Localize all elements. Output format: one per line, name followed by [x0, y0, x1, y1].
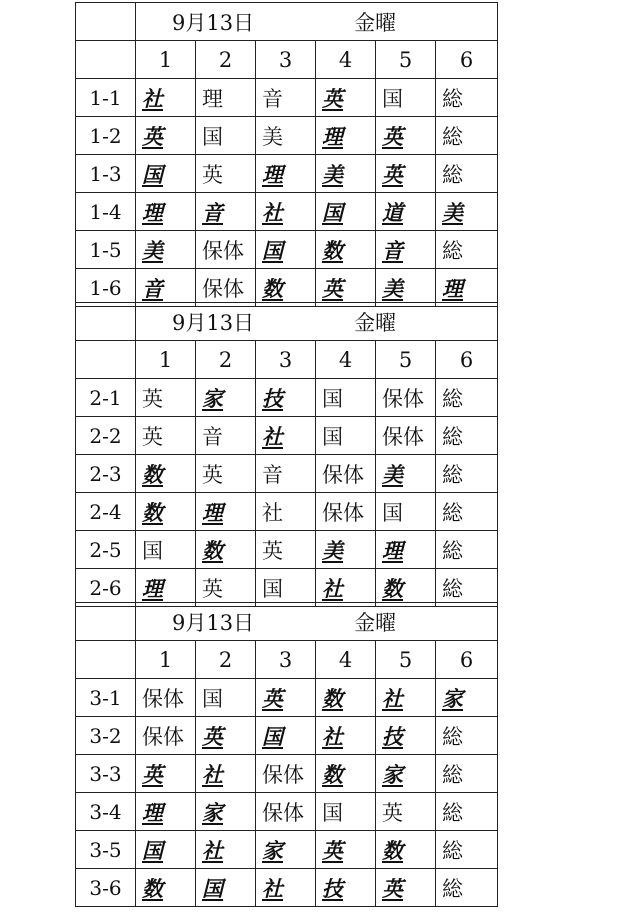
subject-cell: 国 [196, 117, 256, 155]
date-header-row [76, 603, 498, 641]
class-label: 1-1 [76, 79, 136, 117]
subject-cell: 国 [316, 793, 376, 831]
subject-cell: 英 [136, 417, 196, 455]
changed-subject-cell: 数 [136, 493, 196, 531]
class-row [76, 531, 498, 569]
date-label: 9月13日 [172, 610, 255, 635]
changed-subject-cell: 数 [256, 269, 316, 307]
changed-subject-cell: 理 [436, 269, 498, 307]
class-label: 2-4 [76, 493, 136, 531]
class-row [76, 193, 498, 231]
class-row [76, 679, 498, 717]
period-number: 1 [136, 41, 196, 79]
date-header-row [76, 3, 498, 41]
subject-cell: 英 [256, 531, 316, 569]
changed-subject-cell: 社 [316, 569, 376, 607]
date-label: 9月13日 [172, 10, 255, 35]
period-number: 4 [316, 341, 376, 379]
subject-cell: 国 [136, 531, 196, 569]
subject-cell: 総 [436, 117, 498, 155]
class-label: 1-2 [76, 117, 136, 155]
subject-cell: 保体 [376, 379, 436, 417]
class-label: 2-5 [76, 531, 136, 569]
changed-subject-cell: 数 [136, 869, 196, 907]
period-number: 4 [316, 41, 376, 79]
changed-subject-cell: 家 [376, 755, 436, 793]
changed-subject-cell: 国 [256, 717, 316, 755]
changed-subject-cell: 国 [136, 831, 196, 869]
changed-subject-cell: 国 [316, 193, 376, 231]
period-number: 6 [436, 41, 498, 79]
changed-subject-cell: 家 [196, 793, 256, 831]
date-header [136, 3, 498, 41]
subject-cell: 保体 [256, 755, 316, 793]
subject-cell: 総 [436, 793, 498, 831]
changed-subject-cell: 国 [256, 231, 316, 269]
subject-cell: 英 [136, 379, 196, 417]
subject-cell: 音 [196, 417, 256, 455]
corner-cell [76, 641, 136, 679]
subject-cell: 総 [436, 717, 498, 755]
changed-subject-cell: 英 [256, 679, 316, 717]
changed-subject-cell: 理 [316, 117, 376, 155]
changed-subject-cell: 理 [136, 793, 196, 831]
changed-subject-cell: 英 [136, 755, 196, 793]
subject-cell: 総 [436, 493, 498, 531]
changed-subject-cell: 数 [196, 531, 256, 569]
subject-cell: 国 [316, 379, 376, 417]
changed-subject-cell: 英 [316, 79, 376, 117]
class-row [76, 869, 498, 907]
class-row [76, 231, 498, 269]
changed-subject-cell: 美 [316, 155, 376, 193]
subject-cell: 総 [436, 569, 498, 607]
subject-cell: 音 [256, 455, 316, 493]
subject-cell: 保体 [196, 231, 256, 269]
changed-subject-cell: 社 [316, 717, 376, 755]
period-header-row [76, 41, 498, 79]
corner-cell [76, 41, 136, 79]
corner-cell [76, 3, 136, 41]
subject-cell: 総 [436, 417, 498, 455]
subject-cell: 総 [436, 379, 498, 417]
subject-cell: 総 [436, 755, 498, 793]
changed-subject-cell: 社 [376, 679, 436, 717]
class-label: 3-1 [76, 679, 136, 717]
class-label: 3-6 [76, 869, 136, 907]
subject-cell: 社 [256, 493, 316, 531]
class-label: 2-3 [76, 455, 136, 493]
changed-subject-cell: 数 [376, 831, 436, 869]
changed-subject-cell: 道 [376, 193, 436, 231]
date-header [136, 303, 498, 341]
class-row [76, 269, 498, 307]
changed-subject-cell: 社 [256, 869, 316, 907]
corner-cell [76, 603, 136, 641]
class-row [76, 117, 498, 155]
date-label: 9月13日 [172, 310, 255, 335]
subject-cell: 国 [376, 79, 436, 117]
changed-subject-cell: 国 [136, 155, 196, 193]
subject-cell: 総 [436, 869, 498, 907]
changed-subject-cell: 社 [256, 193, 316, 231]
class-row [76, 793, 498, 831]
period-number: 6 [436, 341, 498, 379]
changed-subject-cell: 美 [316, 531, 376, 569]
class-label: 3-3 [76, 755, 136, 793]
period-header-row [76, 641, 498, 679]
changed-subject-cell: 英 [316, 269, 376, 307]
class-label: 1-6 [76, 269, 136, 307]
class-label: 2-6 [76, 569, 136, 607]
changed-subject-cell: 理 [136, 193, 196, 231]
changed-subject-cell: 英 [316, 831, 376, 869]
schedule-grade-3 [75, 602, 497, 907]
changed-subject-cell: 数 [136, 455, 196, 493]
period-number: 3 [256, 641, 316, 679]
corner-cell [76, 341, 136, 379]
subject-cell: 国 [256, 569, 316, 607]
changed-subject-cell: 英 [376, 117, 436, 155]
period-number: 4 [316, 641, 376, 679]
subject-cell: 保体 [316, 455, 376, 493]
changed-subject-cell: 音 [196, 193, 256, 231]
corner-cell [76, 303, 136, 341]
subject-cell: 総 [436, 455, 498, 493]
changed-subject-cell: 数 [376, 569, 436, 607]
changed-subject-cell: 理 [196, 493, 256, 531]
changed-subject-cell: 社 [256, 417, 316, 455]
changed-subject-cell: 数 [316, 231, 376, 269]
changed-subject-cell: 英 [376, 155, 436, 193]
changed-subject-cell: 英 [196, 717, 256, 755]
changed-subject-cell: 数 [316, 755, 376, 793]
subject-cell: 音 [256, 79, 316, 117]
subject-cell: 総 [436, 831, 498, 869]
class-label: 3-5 [76, 831, 136, 869]
class-row [76, 79, 498, 117]
subject-cell: 国 [196, 679, 256, 717]
class-row [76, 831, 498, 869]
class-label: 3-4 [76, 793, 136, 831]
class-row [76, 717, 498, 755]
weekday-label: 金曜 [354, 310, 397, 335]
class-row [76, 493, 498, 531]
period-number: 5 [376, 641, 436, 679]
class-label: 1-5 [76, 231, 136, 269]
subject-cell: 英 [376, 793, 436, 831]
changed-subject-cell: 英 [376, 869, 436, 907]
class-row [76, 155, 498, 193]
timetable [75, 602, 498, 907]
changed-subject-cell: 数 [316, 679, 376, 717]
subject-cell: 総 [436, 155, 498, 193]
period-number: 6 [436, 641, 498, 679]
period-number: 2 [196, 641, 256, 679]
date-header [136, 603, 498, 641]
class-row [76, 455, 498, 493]
subject-cell: 総 [436, 231, 498, 269]
changed-subject-cell: 美 [376, 455, 436, 493]
changed-subject-cell: 英 [136, 117, 196, 155]
changed-subject-cell: 音 [136, 269, 196, 307]
changed-subject-cell: 美 [436, 193, 498, 231]
class-label: 2-2 [76, 417, 136, 455]
subject-cell: 保体 [376, 417, 436, 455]
changed-subject-cell: 技 [256, 379, 316, 417]
period-number: 2 [196, 41, 256, 79]
changed-subject-cell: 社 [136, 79, 196, 117]
class-label: 1-3 [76, 155, 136, 193]
weekday-label: 金曜 [354, 610, 397, 635]
changed-subject-cell: 社 [196, 755, 256, 793]
class-label: 2-1 [76, 379, 136, 417]
changed-subject-cell: 家 [196, 379, 256, 417]
changed-subject-cell: 美 [136, 231, 196, 269]
period-number: 1 [136, 341, 196, 379]
class-row [76, 417, 498, 455]
class-row [76, 379, 498, 417]
subject-cell: 総 [436, 79, 498, 117]
class-row [76, 569, 498, 607]
subject-cell: 国 [376, 493, 436, 531]
period-number: 5 [376, 341, 436, 379]
subject-cell: 保体 [136, 679, 196, 717]
period-number: 3 [256, 41, 316, 79]
subject-cell: 保体 [316, 493, 376, 531]
period-number: 3 [256, 341, 316, 379]
changed-subject-cell: 技 [376, 717, 436, 755]
changed-subject-cell: 技 [316, 869, 376, 907]
changed-subject-cell: 理 [136, 569, 196, 607]
schedule-grade-2 [75, 302, 497, 607]
subject-cell: 英 [196, 155, 256, 193]
date-header-row [76, 303, 498, 341]
timetable [75, 302, 498, 607]
subject-cell: 国 [316, 417, 376, 455]
changed-subject-cell: 国 [196, 869, 256, 907]
subject-cell: 英 [196, 569, 256, 607]
schedule-grade-1 [75, 2, 497, 307]
subject-cell: 理 [196, 79, 256, 117]
subject-cell: 保体 [196, 269, 256, 307]
changed-subject-cell: 家 [436, 679, 498, 717]
changed-subject-cell: 社 [196, 831, 256, 869]
period-header-row [76, 341, 498, 379]
class-label: 1-4 [76, 193, 136, 231]
period-number: 2 [196, 341, 256, 379]
changed-subject-cell: 家 [256, 831, 316, 869]
period-number: 5 [376, 41, 436, 79]
subject-cell: 保体 [256, 793, 316, 831]
changed-subject-cell: 美 [376, 269, 436, 307]
changed-subject-cell: 理 [376, 531, 436, 569]
changed-subject-cell: 理 [256, 155, 316, 193]
timetable [75, 2, 498, 307]
period-number: 1 [136, 641, 196, 679]
subject-cell: 美 [256, 117, 316, 155]
class-label: 3-2 [76, 717, 136, 755]
weekday-label: 金曜 [354, 10, 397, 35]
class-row [76, 755, 498, 793]
subject-cell: 総 [436, 531, 498, 569]
changed-subject-cell: 音 [376, 231, 436, 269]
subject-cell: 保体 [136, 717, 196, 755]
subject-cell: 英 [196, 455, 256, 493]
